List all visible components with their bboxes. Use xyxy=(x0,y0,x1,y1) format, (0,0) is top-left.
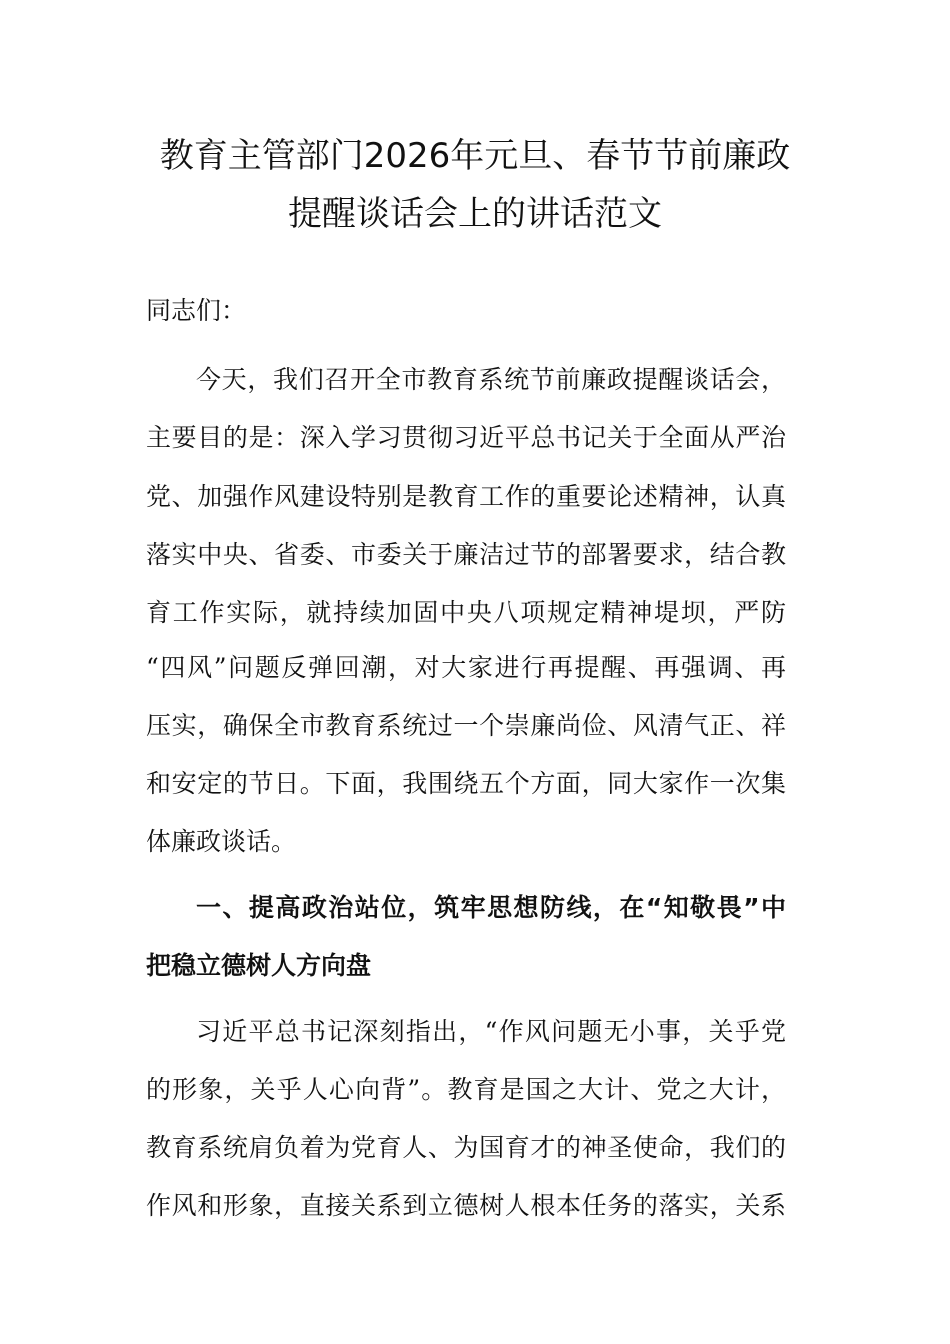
intro-line: 育工作实际，就持续加固中央八项规定精神堤坝，严防 xyxy=(146,598,786,627)
document-title-line-1: 教育主管部门2026年元旦、春节节前廉政 xyxy=(159,136,791,176)
intro-line: 体廉政谈话。 xyxy=(146,827,297,856)
intro-line: 今天，我们召开全市教育系统节前廉政提醒谈话会， xyxy=(196,365,786,394)
salutation: 同志们： xyxy=(146,296,247,325)
intro-line: 党、加强作风建设特别是教育工作的重要论述精神，认真 xyxy=(146,482,786,511)
body-line: 作风和形象，直接关系到立德树人根本任务的落实，关系 xyxy=(146,1191,786,1220)
intro-line: 落实中央、省委、市委关于廉洁过节的部署要求，结合教 xyxy=(146,540,786,569)
intro-line: “四风”问题反弹回潮，对大家进行再提醒、再强调、再 xyxy=(146,653,786,682)
document-title-line-2: 提醒谈话会上的讲话范文 xyxy=(288,194,662,234)
body-line: 的形象，关乎人心向背”。教育是国之大计、党之大计， xyxy=(146,1075,786,1104)
intro-line: 和安定的节日。下面，我围绕五个方面，同大家作一次集 xyxy=(146,769,786,798)
section-heading-line: 把稳立德树人方向盘 xyxy=(146,951,372,980)
intro-line: 主要目的是：深入学习贯彻习近平总书记关于全面从严治 xyxy=(146,423,786,452)
intro-line: 压实，确保全市教育系统过一个崇廉尚俭、风清气正、祥 xyxy=(146,711,786,740)
body-line: 习近平总书记深刻指出，“作风问题无小事，关乎党 xyxy=(196,1017,786,1046)
section-heading-line: 一、提高政治站位，筑牢思想防线，在“知敬畏”中 xyxy=(196,893,786,922)
body-line: 教育系统肩负着为党育人、为国育才的神圣使命，我们的 xyxy=(146,1133,786,1162)
